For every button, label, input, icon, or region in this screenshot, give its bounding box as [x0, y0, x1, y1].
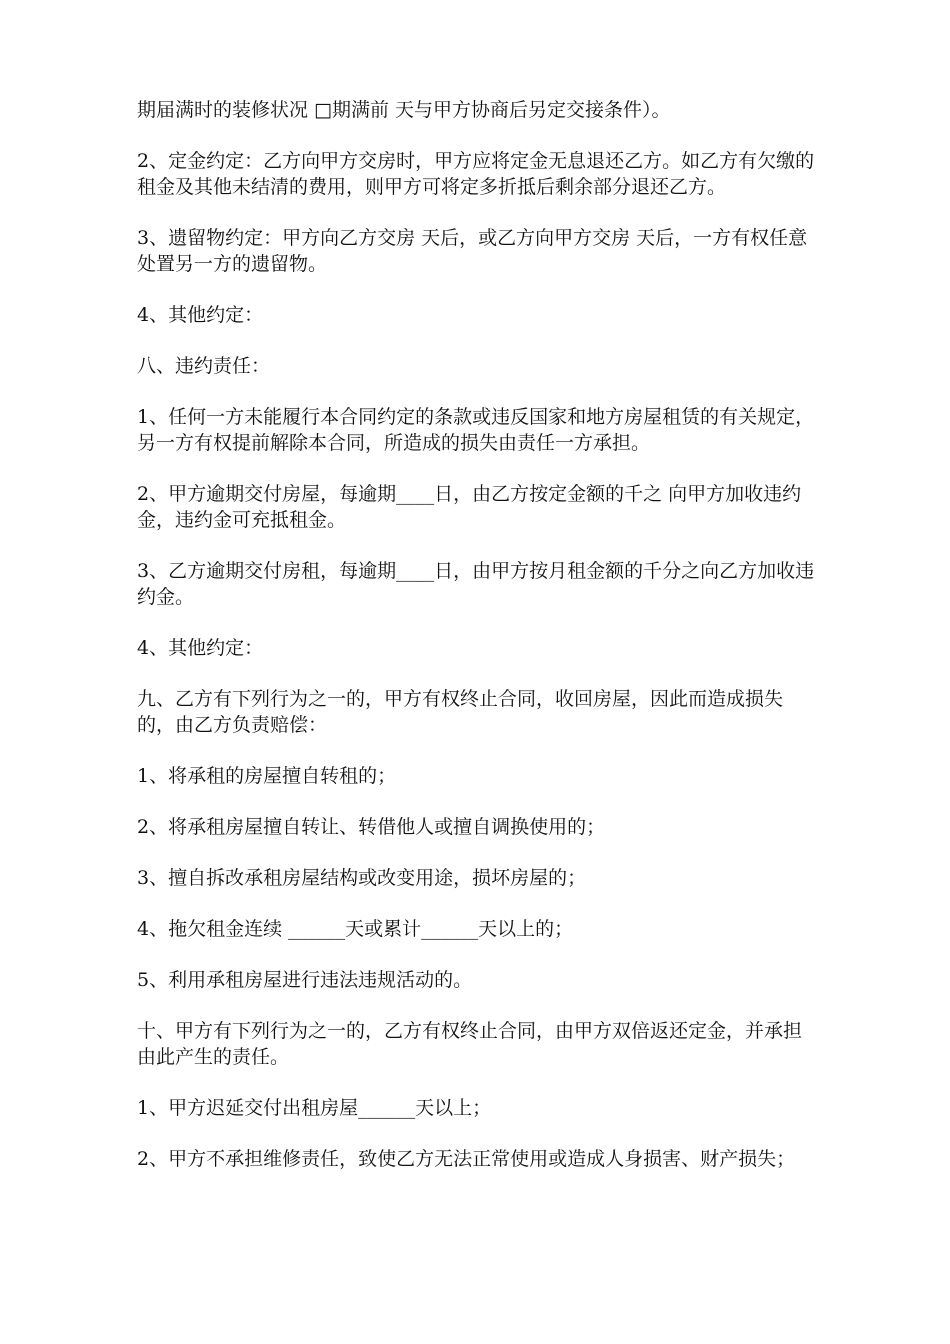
paragraph-other-agreement-1: 4、其他约定： — [137, 304, 264, 326]
section-heading-termination-by-landlord: 九、乙方有下列行为之一的，甲方有权终止合同，收回房屋，因此而造成损失的，由乙方负责赔偿： — [137, 688, 784, 736]
list-item-illegal-use: 5、利用承租房屋进行违法违规活动的。 — [137, 969, 473, 991]
paragraph-handover-condition: 期届满时的装修状况 □期满前 天与甲方协商后另定交接条件）。 — [137, 99, 671, 121]
section-heading-termination-by-tenant: 十、甲方有下列行为之一的，乙方有权终止合同，由甲方双倍返还定金，并承担由此产生的责任。 — [137, 1020, 803, 1068]
document-body — [137, 97, 817, 1197]
list-item-no-maintenance: 2、甲方不承担维修责任，致使乙方无法正常使用或造成人身损害、财产损失； — [137, 1148, 796, 1170]
paragraph-breach-1: 1、任何一方未能履行本合同约定的条款或违反国家和地方房屋租赁的有关规定，另一方有权提前解除本合同，所造成的损失由责任一方承担。 — [137, 406, 815, 454]
list-item-alteration: 3、擅自拆改承租房屋结构或改变用途，损坏房屋的； — [137, 867, 587, 889]
paragraph-breach-2: 2、甲方逾期交付房屋，每逾期____日，由乙方按定金额的千之 向甲方加收违约金，违约金可充抵租金。 — [137, 483, 802, 531]
list-item-delayed-delivery: 1、甲方迟延交付出租房屋______天以上； — [137, 1097, 492, 1119]
paragraph-breach-3: 3、乙方逾期交付房租，每逾期____日，由甲方按月租金额的千分之向乙方加收违约金。 — [137, 560, 815, 608]
list-item-sublet: 1、将承租的房屋擅自转租的； — [137, 765, 397, 787]
paragraph-leftover-items: 3、遗留物约定：甲方向乙方交房 天后，或乙方向甲方交房 天后，一方有权任意处置另一方的遗留物。 — [137, 227, 808, 275]
list-item-transfer: 2、将承租房屋擅自转让、转借他人或擅自调换使用的； — [137, 816, 606, 838]
paragraph-deposit-agreement: 2、定金约定：乙方向甲方交房时，甲方应将定金无息退还乙方。如乙方有欠缴的租金及其他未结清的费用，则甲方可将定多折抵后剩余部分退还乙方。 — [137, 150, 815, 198]
paragraph-other-agreement-2: 4、其他约定： — [137, 637, 264, 659]
list-item-rent-arrears: 4、拖欠租金连续 ______天或累计______天以上的； — [137, 918, 574, 940]
section-heading-breach: 八、违约责任： — [137, 355, 271, 377]
